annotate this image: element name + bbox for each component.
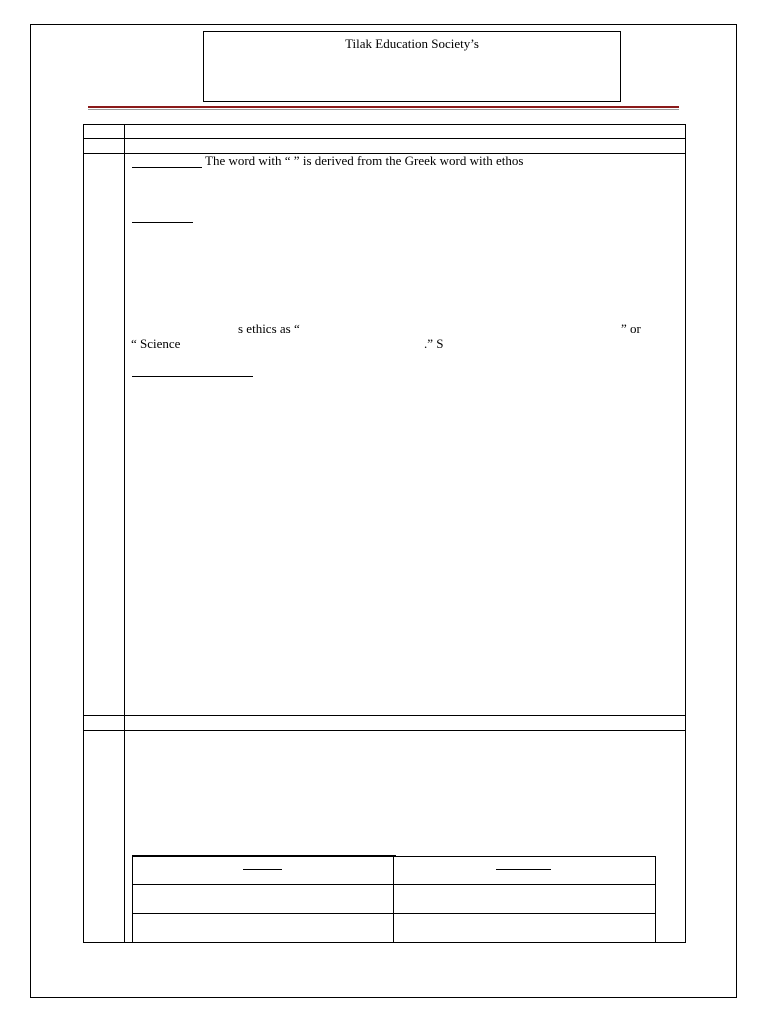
main-table xyxy=(83,124,686,943)
body-text-line-3-left: “ Science xyxy=(131,336,181,351)
blank-underline-2 xyxy=(132,222,193,223)
header-rule-red xyxy=(88,106,679,108)
header-rule-gray xyxy=(88,109,679,110)
table-row-divider-1 xyxy=(83,138,686,139)
comparison-table-column-divider xyxy=(393,856,394,943)
comparison-table-row-divider-2 xyxy=(132,913,656,914)
institution-name: Tilak Education Society’s xyxy=(345,36,479,51)
body-text-line-2-right: ” or xyxy=(621,321,641,336)
table-column-divider xyxy=(124,124,125,943)
comparison-table xyxy=(132,856,656,943)
comparison-table-border xyxy=(132,856,656,943)
header-box xyxy=(203,31,621,102)
body-text-line-2-left: s ethics as “ xyxy=(238,321,300,336)
table-row-divider-3 xyxy=(83,715,686,716)
blank-underline-1 xyxy=(132,167,202,168)
table-row-divider-4 xyxy=(83,730,686,731)
comparison-table-heading-left-underline xyxy=(243,869,282,870)
comparison-table-top-rule xyxy=(132,855,396,857)
body-text-line-1: The word with “ ” is derived from the Greek word with ethos xyxy=(205,153,524,168)
comparison-table-heading-right-underline xyxy=(496,869,551,870)
body-text-line-3-right: .” S xyxy=(424,336,444,351)
comparison-table-row-divider-1 xyxy=(132,884,656,885)
section-heading-underline xyxy=(132,376,253,377)
